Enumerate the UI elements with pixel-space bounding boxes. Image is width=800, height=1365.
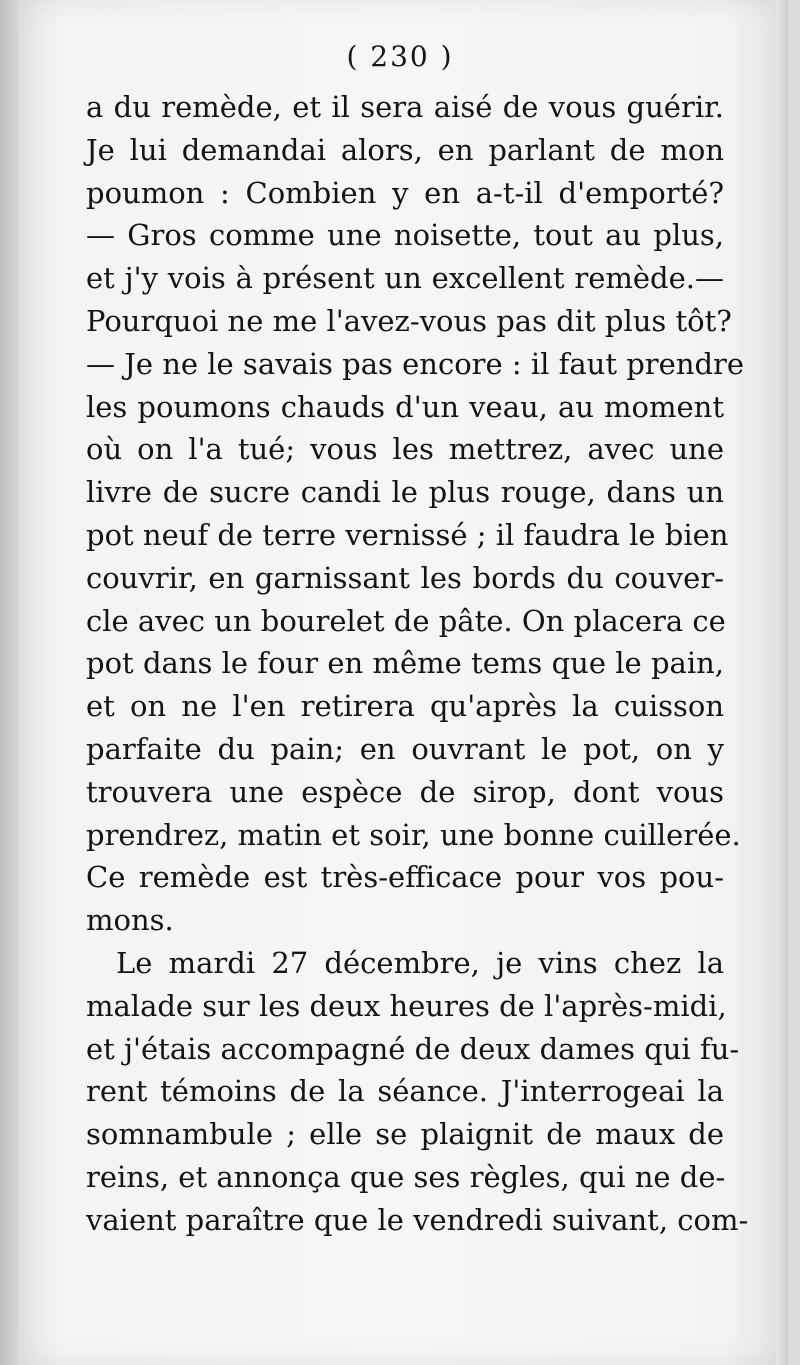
text-line: somnambule ; elle se plaignit de maux de	[86, 1117, 724, 1152]
text-line: mons.	[86, 903, 174, 938]
text-line: trouvera une espèce de sirop, dont vous	[86, 774, 724, 809]
text-line: prendrez, matin et soir, une bonne cuillerée.	[86, 817, 741, 852]
text-line: Pourquoi ne me l'avez-vous pas dit plus tôt?	[86, 303, 732, 338]
body-text	[86, 86, 749, 1242]
text-line: a du remède, et il sera aisé de vous guérir.	[86, 90, 724, 124]
text-line: Je lui demandai alors, en parlant de mon	[86, 132, 724, 167]
text-line: poumon : Combien y en a-t-il d'emporté?	[86, 175, 724, 210]
text-line: Ce remède est très-efficace pour vos pou-	[86, 860, 724, 895]
text-line: où on l'a tué; vous les mettrez, avec une	[86, 432, 724, 467]
text-line: couvrir, en garnissant les bords du couver-	[86, 560, 724, 595]
page-gutter-shadow	[0, 0, 18, 1365]
page-edge	[776, 0, 788, 1365]
text-line: malade sur les deux heures de l'après-midi,	[86, 988, 727, 1023]
text-line: rent témoins de la séance. J'interrogeai la	[86, 1074, 724, 1109]
text-line: et j'y vois à présent un excellent remède.—	[86, 261, 724, 296]
text-line: pot neuf de terre vernissé ; il faudra le bien	[86, 517, 729, 552]
text-line: Le mardi 27 décembre, je vins chez la	[116, 945, 724, 980]
text-line: — Gros comme une noisette, tout au plus,	[86, 218, 724, 253]
text-line: livre de sucre candi le plus rouge, dans un	[86, 475, 724, 510]
text-line: parfaite du pain; en ouvrant le pot, on y	[86, 731, 724, 766]
text-line: et j'étais accompagné de deux dames qui fu-	[86, 1031, 740, 1066]
text-line: reins, et annonça que ses règles, qui ne de-	[86, 1159, 726, 1194]
text-line: cle avec un bourelet de pâte. On placera ce	[86, 603, 726, 638]
text-line: pot dans le four en même tems que le pain,	[86, 646, 724, 681]
text-line: — Je ne le savais pas encore : il faut prendre	[86, 346, 745, 381]
page-number: ( 230 )	[346, 40, 454, 73]
text-line: et on ne l'en retirera qu'après la cuisson	[86, 689, 724, 724]
text-line: les poumons chauds d'un veau, au moment	[86, 389, 724, 424]
text-line: vaient paraître que le vendredi suivant, com-	[86, 1202, 749, 1237]
